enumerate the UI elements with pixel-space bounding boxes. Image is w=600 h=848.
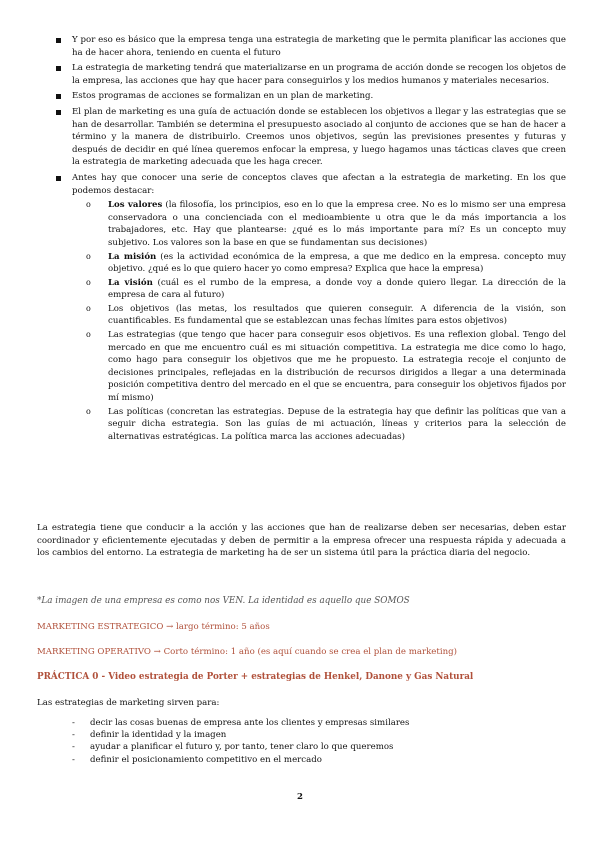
concept-item: o Los valores (la filosofía, los principios, eso en lo que la empresa cree. No es lo mismo ser una empresa conservadora o una concienciada con el medioambiente u otra que le da más importancia a los trabajadores, etc. Hay que plantearse: ¿qué es lo más importante para mí? Es un concepto muy subjetivo. Los valores son la base en que se fundamentan sus decisiones) bbox=[72, 199, 566, 249]
concept-item: o Las políticas (concretan las estrategias. Depuse de la estrategia hay que definir las políticas que van a seguir dicha estrategia. Son las guías de mi actuación, líneas y criterios para la selección de alternativas estratégicas. La política marca las acciones adecuadas) bbox=[72, 406, 566, 444]
concept-item: o Las estrategias (que tengo que hacer para conseguir esos objetivos. Es una reflexion global. Tengo del mercado en que me encuentro cuál es mi situación competitiva. La estrategia me dice como lo hago, como hago para conseguir los objetivos que me he propuesto. La estrategia recoje el conjunto de decisiones principales, reflejadas en la distribución de recursos dirigidos a llegar a una determinada posición competitiva dentro del mercado en el que se encuentra, para conseguir los objetivos fijados por mí mismo) bbox=[72, 329, 566, 405]
list-item: - decir las cosas buenas de empresa ante los clientes y empresas similares bbox=[72, 717, 552, 729]
list-item: - ayudar a planificar el futuro y, por tanto, tener claro lo que queremos bbox=[72, 741, 552, 753]
uses-list bbox=[72, 717, 552, 766]
bullet-item: El plan de marketing es una guía de actuación donde se establecen los objetivos a llegar y las estrategias que se han de desarrollar. También se determina el presupuesto asociado al conjunto de acciones que se han de hacer a término y la manera de distribuirlo. Creemos unos objetivos, según las previsiones presentes y futuras y después de decidir en qué línea queremos enfocar la empresa, y luego hagamos unas tácticas claves que creen la estrategia de marketing adecuada que les haga crecer. bbox=[52, 106, 566, 169]
uses-intro: Las estrategias de marketing sirven para: bbox=[37, 698, 220, 708]
marketing-strategic-line: MARKETING ESTRATEGICO → largo término: 5 años bbox=[37, 622, 270, 632]
concept-item: o La misión (es la actividad económica de la empresa, a que me dedico en la empresa. concepto muy objetivo. ¿qué es lo que quiero hacer yo como empresa? Explica que hace la empresa) bbox=[72, 251, 566, 276]
concept-item: o Los objetivos (las metas, los resultados que quieren conseguir. A diferencia de la visión, son cuantificables. Es fundamental que se establezcan unas fechas límites para estos objetivos) bbox=[72, 303, 566, 328]
bullet-item: Y por eso es básico que la empresa tenga una estrategia de marketing que le permita planificar las acciones que ha de hacer ahora, teniendo en cuenta el futuro bbox=[52, 34, 566, 59]
identity-note: *La imagen de una empresa es como nos VEN. La identidad es aquello que SOMOS bbox=[37, 596, 410, 606]
main-bullet-list bbox=[52, 34, 566, 446]
list-item: - definir la identidad y la imagen bbox=[72, 729, 552, 741]
marketing-operative-line: MARKETING OPERATIVO → Corto término: 1 año (es aquí cuando se crea el plan de marketing) bbox=[37, 647, 457, 657]
page-number: 2 bbox=[297, 792, 303, 802]
list-item: - definir el posicionamiento competitivo en el mercado bbox=[72, 754, 552, 766]
bullet-item: La estrategia de marketing tendrá que materializarse en un programa de acción donde se recogen los objetos de la empresa, las acciones que hay que hacer para conseguirlos y los medios humanos y materiales necesarios. bbox=[52, 62, 566, 87]
practice-heading: PRÁCTICA 0 - Video estrategia de Porter + estrategias de Henkel, Danone y Gas Natural bbox=[37, 672, 474, 682]
bullet-item: Antes hay que conocer una serie de conceptos claves que afectan a la estrategia de marketing. En los que podemos destacar: o Los valores (la filosofía, los principios, eso en lo que la empresa cree. No es lo mismo ser una empresa conservadora o una concienciada con el medioambiente u otra que le da más importancia a los trabajadores, etc. Hay que plantearse: ¿qué es lo más importante para mí? Es un concepto muy subjetivo. Los valores son la base en que se fundamentan sus decisiones) o La misión (es la actividad económica de la empresa, a que me dedico en la empresa. concepto muy objetivo. ¿qué es lo que quiero hacer yo como empresa? Explica que hace la empresa) o La visión (cuál es el rumbo de la empresa, a donde voy a donde quiero llegar. La dirección de la empresa de cara al futuro) o Los objetivos (las metas, los resultados que quieren conseguir. A diferencia de la visión, son cuantificables. Es fundamental que se establezcan unas fechas límites para estos objetivos) o Las estrategias (que tengo que hacer para conseguir esos objetivos. Es una reflexion global. Tengo del mercado en que me encuentro cuál es mi situación competitiva. La estrategia me dice como lo hago, como hago para conseguir los objetivos que me he propuesto. La estrategia recoje el conjunto de decisiones principales, reflejadas en la distribución de recursos dirigidos a llegar a una determinada posición competitiva dentro del mercado en el que se encuentra, para conseguir los objetivos fijados por mí mismo) o Las políticas (concretan las estrategias. Depuse de la estrategia hay que definir las políticas que van a seguir dicha estrategia. Son las guías de mi actuación, líneas y criterios para la selección de alternativas estratégicas. La política marca las acciones adecuadas) bbox=[52, 172, 566, 443]
concept-item: o La visión (cuál es el rumbo de la empresa, a donde voy a donde quiero llegar. La dirección de la empresa de cara al futuro) bbox=[72, 277, 566, 302]
bullet-item: Estos programas de acciones se formalizan en un plan de marketing. bbox=[52, 90, 566, 103]
strategy-paragraph: La estrategia tiene que conducir a la acción y las acciones que han de realizarse deben ser necesarias, deben estar coordinador y eficientemente ejecutadas y deben de permitir a la empresa ofrecer una respuesta rápida y adecuada a los cambios del entorno. La estrategia de marketing ha de ser un sistema útil para la práctica diaria del negocio. bbox=[37, 523, 566, 559]
concepts-sublist bbox=[72, 199, 566, 443]
